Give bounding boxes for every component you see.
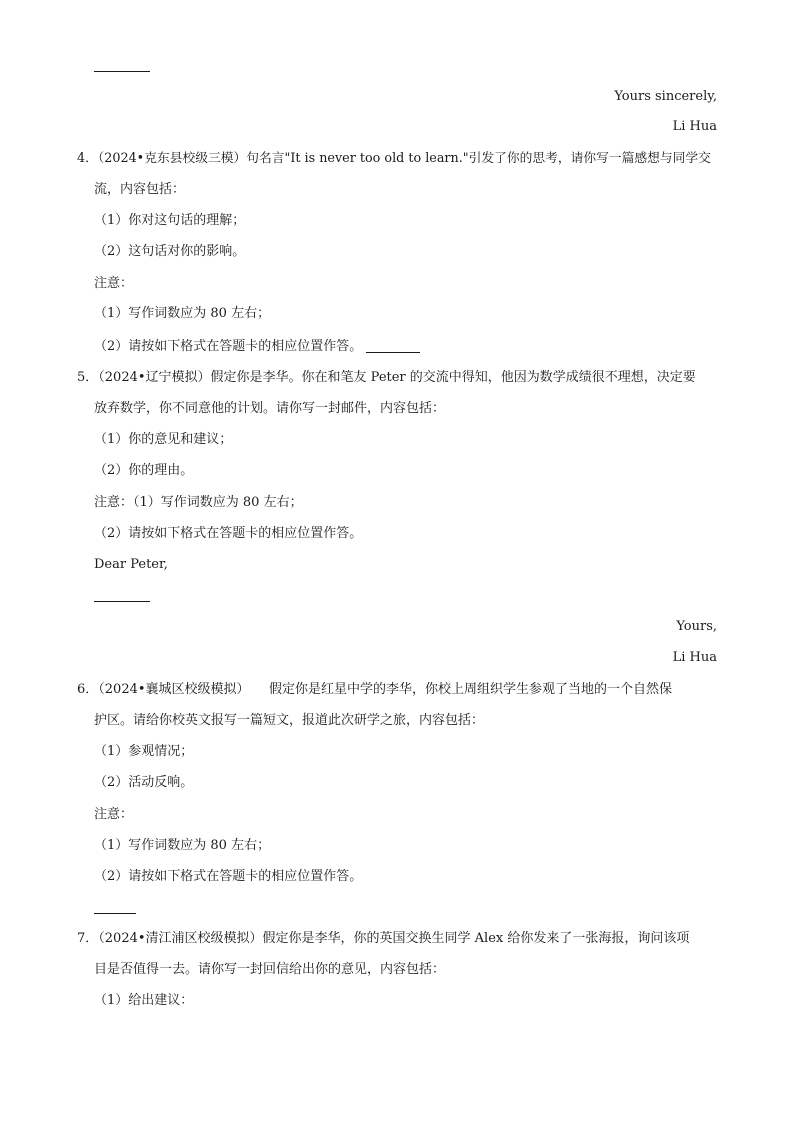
q6-line1: 6．（2024•襄城区校级模拟） 假定你是红星中学的李华，你校上周组织学生参观了当地的一个自然保 (77, 682, 673, 697)
q5-note1: 注意：（1）写作词数应为 80 左右； (94, 495, 303, 510)
q5-item2: （2）你的理由。 (94, 463, 194, 478)
signature-text: Li Hua (672, 119, 717, 134)
q6-item1: （1）参观情况； (94, 744, 194, 759)
q5-line1: 5．（2024•辽宁模拟）假定你是李华。你在和笔友 Peter 的交流中得知，他因为数学成绩很不理想，决定要 (77, 370, 696, 385)
q4-note1: （1）写作词数应为 80 左右； (94, 306, 271, 321)
q4-item1: （1）你对这句话的理解； (94, 213, 246, 228)
q5-signature: Li Hua (672, 650, 717, 665)
q6-note1: （1）写作词数应为 80 左右； (94, 838, 271, 853)
q4-item2: （2）这句话对你的影响。 (94, 244, 246, 259)
q5-closing: Yours, (676, 619, 717, 634)
q6-note2: （2）请按如下格式在答题卡的相应位置作答。 (94, 869, 363, 884)
q4-line1: 4．（2024•克东县校级三模）句名言"It is never too old to learn."引发了你的思考，请你写一篇感想与同学交 (77, 151, 711, 166)
q5-item1: （1）你的意见和建议； (94, 432, 233, 447)
closing-text: Yours sincerely, (614, 89, 717, 104)
answer-blank-line (94, 913, 136, 914)
q4-note2-row (94, 338, 420, 356)
q4-line2: 流，内容包括： (94, 182, 186, 197)
q5-line2: 放弃数学，你不同意他的计划。请你写一封邮件，内容包括： (94, 401, 446, 416)
answer-blank-line (366, 351, 420, 353)
q5-greeting: Dear Peter, (94, 557, 168, 572)
q5-note2: （2）请按如下格式在答题卡的相应位置作答。 (94, 526, 363, 541)
q4-note-label: 注意： (94, 276, 134, 291)
q7-item1: （1）给出建议： (94, 993, 194, 1008)
answer-blank-line (94, 71, 150, 72)
q7-line2: 目是否值得一去。请你写一封回信给出你的意见，内容包括： (94, 962, 446, 977)
q6-note-label: 注意： (94, 807, 134, 822)
q7-line1: 7．（2024•清江浦区校级模拟）假定你是李华，你的英国交换生同学 Alex 给你发来了一张海报，询问该项 (77, 931, 690, 946)
answer-blank-line (94, 601, 150, 602)
q4-note2: （2）请按如下格式在答题卡的相应位置作答。 (94, 339, 363, 354)
q6-item2: （2）活动反响。 (94, 775, 194, 790)
q6-line2: 护区。请给你校英文报写一篇短文，报道此次研学之旅，内容包括： (94, 713, 485, 728)
